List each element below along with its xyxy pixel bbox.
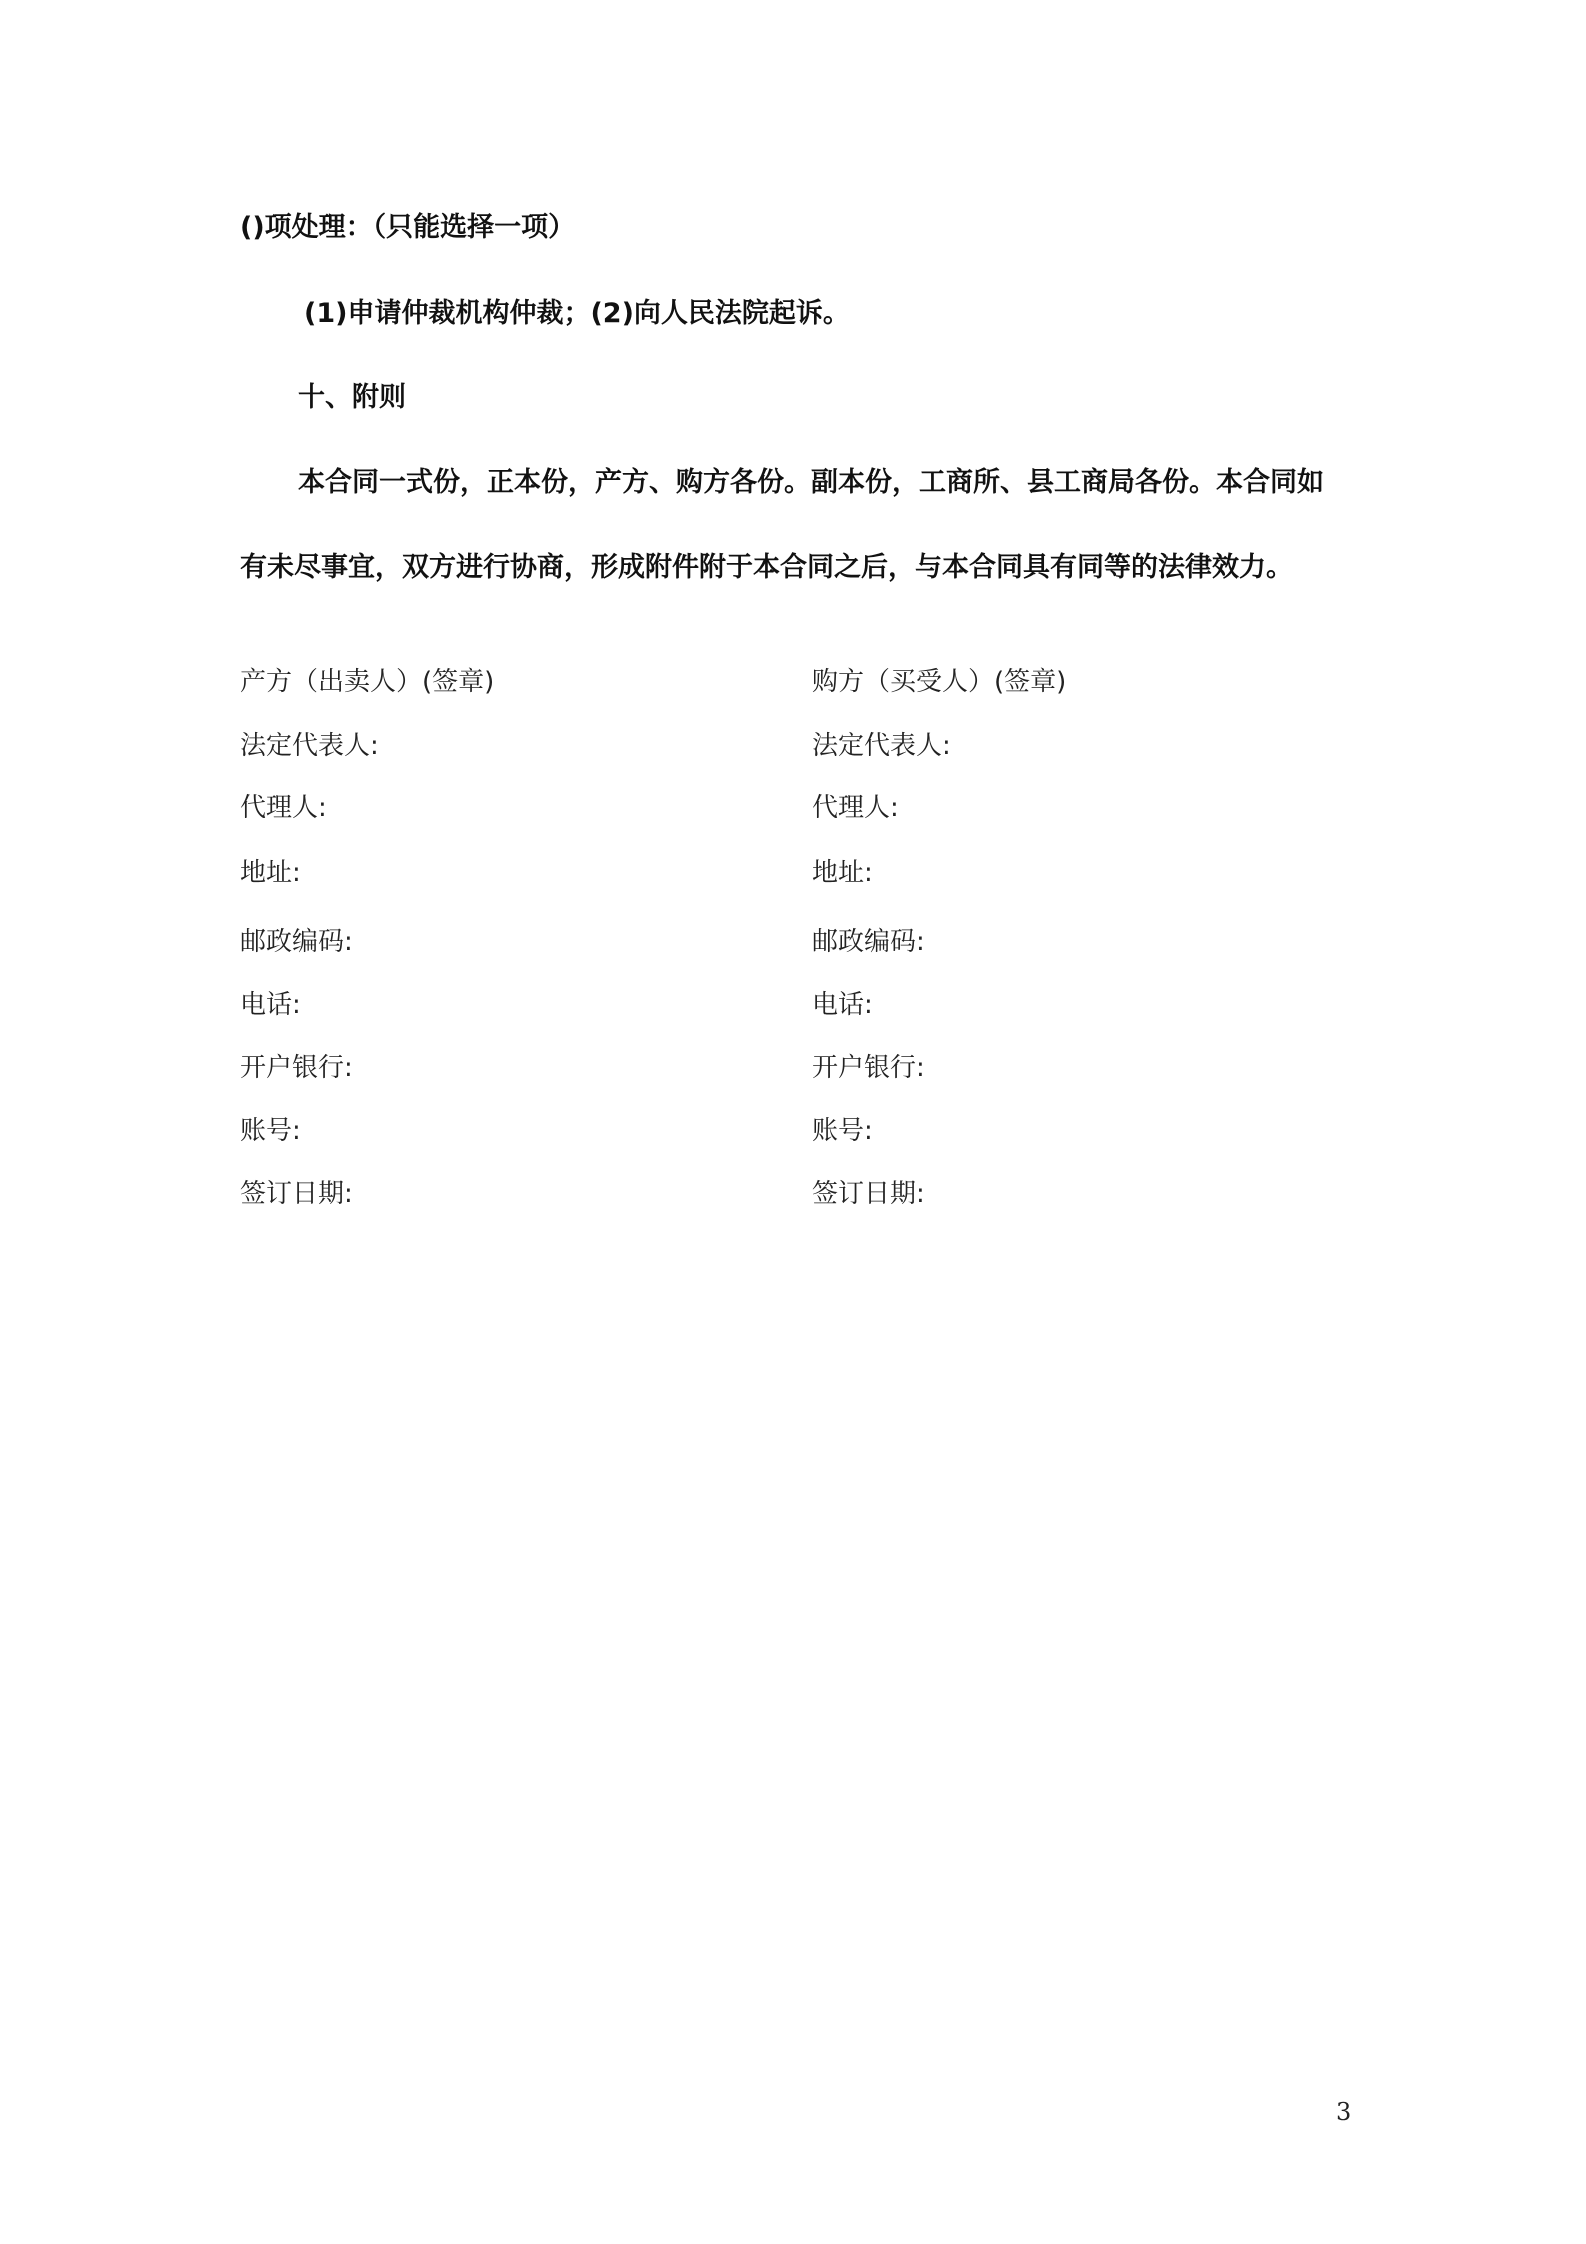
buyer-legal-rep: 法定代表人:: [812, 731, 951, 761]
copies-paragraph-line-2: 有未尽事宜，双方进行协商，形成附件附于本合同之后，与本合同具有同等的法律效力。: [240, 552, 1293, 583]
buyer-postal-code: 邮政编码:: [812, 927, 925, 957]
seller-address: 地址:: [240, 858, 301, 888]
buyer-agent: 代理人:: [812, 793, 899, 823]
seller-account: 账号:: [240, 1116, 301, 1146]
buyer-account: 账号:: [812, 1116, 873, 1146]
buyer-sign-date: 签订日期:: [812, 1179, 925, 1209]
seller-phone: 电话:: [240, 990, 301, 1020]
buyer-phone: 电话:: [812, 990, 873, 1020]
page-number: 3: [1336, 2098, 1352, 2126]
buyer-bank: 开户银行:: [812, 1053, 925, 1083]
seller-sign-date: 签订日期:: [240, 1179, 353, 1209]
seller-title: 产方（出卖人）(签章): [240, 667, 495, 697]
seller-agent: 代理人:: [240, 793, 327, 823]
copies-paragraph-line-1: 本合同一式份，正本份，产方、购方各份。副本份，工商所、县工商局各份。本合同如: [298, 467, 1324, 498]
dispute-option-intro: ()项处理：（只能选择一项）: [240, 212, 576, 243]
section-heading: 十、附则: [298, 382, 406, 413]
buyer-title: 购方（买受人）(签章): [812, 667, 1067, 697]
buyer-address: 地址:: [812, 858, 873, 888]
seller-postal-code: 邮政编码:: [240, 927, 353, 957]
dispute-options: (1)申请仲裁机构仲裁；(2)向人民法院起诉。: [304, 298, 850, 329]
seller-legal-rep: 法定代表人:: [240, 731, 379, 761]
seller-bank: 开户银行:: [240, 1053, 353, 1083]
